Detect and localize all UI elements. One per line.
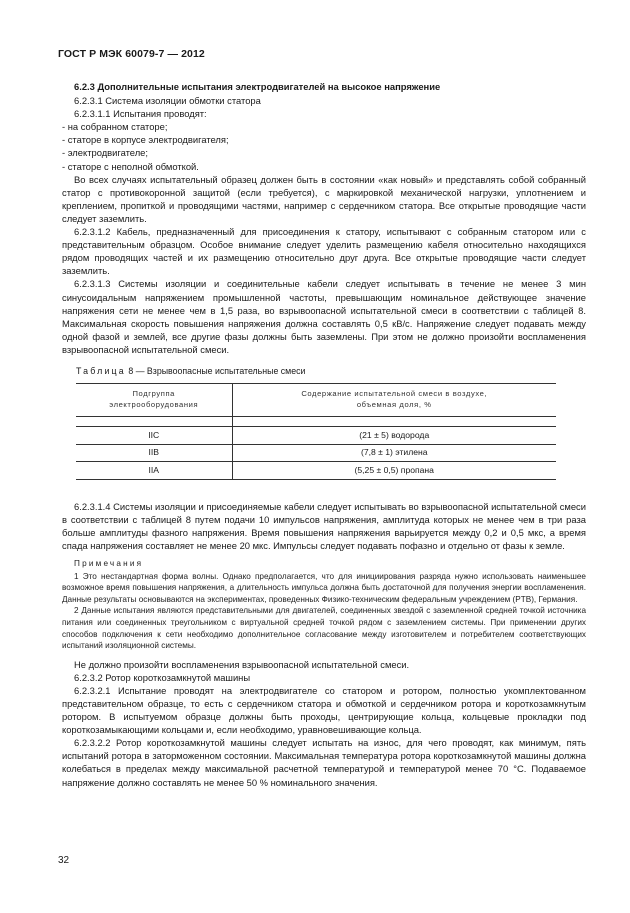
notes-title: Примечания — [74, 558, 144, 568]
paragraph-62311: 6.2.3.1.1 Испытания проводят: — [74, 108, 207, 120]
header-line: объемная доля, % — [356, 400, 432, 410]
header-line: электрооборудования — [109, 400, 199, 410]
list-item: - статоре в корпусе электродвигателя; — [62, 134, 229, 146]
header-line: Подгруппа — [132, 389, 175, 399]
table-row — [76, 444, 556, 462]
notes-block — [62, 558, 586, 652]
table-caption-word: Таблица — [76, 365, 126, 376]
table-cell-mixture: (5,25 ± 0,5) пропана — [232, 462, 556, 480]
table-header-mixture — [232, 384, 556, 417]
list-item: - статоре с неполной обмоткой. — [62, 160, 199, 172]
table-caption — [62, 365, 586, 378]
mixture-table — [76, 383, 556, 480]
table-spacer-row — [76, 417, 556, 427]
list-item: - на собранном статоре; — [62, 121, 168, 133]
header-line: Содержание испытательной смеси в воздухе, — [301, 389, 488, 399]
paragraph-62312: 6.2.3.1.2 Кабель, предназначенный для присоединения к статору, испытывают с собранным статором или с представительным образцом. Особое внимание следует уделить размещению кабеля относительно находящихся рядом проводящих частей и их размещению относительно друг друга. Все открытые проводящие части следует заземлить. — [62, 226, 586, 277]
paragraph-62322: 6.2.3.2.2 Ротор короткозамкнутой машины следует испытать на износ, для чего проводят, как минимум, пять испытаний ротора в заторможенном состоянии. Максимальная температура ротора короткозамкнутой машины должна колебаться в пределах между максимальной расчетной температурой и температурой менее 70 °С. Подаваемое напряжение должно составлять не менее 50 % номинального значения. — [62, 737, 586, 788]
table-cell-group: IIC — [76, 427, 232, 445]
paragraph-all-cases: Во всех случаях испытательный образец должен быть в состоянии «как новый» и представлять собой собранный статор с противокоронной защитой (если требуется), с маркировкой механической нагрузки, уплотнением и креплением, пропиткой и проводящими частями, например с сердечником статора. Все открытые проводящие части следует заземлить. — [62, 173, 586, 224]
document-header: ГОСТ Р МЭК 60079-7 — 2012 — [58, 48, 205, 60]
table-caption-text: 8 — Взрывоопасные испытательные смеси — [128, 365, 306, 376]
section-heading: 6.2.3 Дополнительные испытания электродвигателей на высокое напряжение — [74, 81, 441, 92]
page-number: 32 — [58, 855, 70, 866]
spacer — [62, 480, 586, 500]
table-cell-group: IIA — [76, 462, 232, 480]
table-cell-mixture: (7,8 ± 1) этилена — [232, 444, 556, 462]
note-1: 1 Это нестандартная форма волны. Однако предполагается, что для инициирования разряда нужно использовать наименьшее возможное время повышения напряжения, а длительность импульса должна быть достаточной для получения энергии воспламенения. Данные результаты основываются на экспериментах, проведенных Физико-техническим федеральным учреждением (PTB), Германия. — [62, 571, 586, 604]
paragraph-62313: 6.2.3.1.3 Системы изоляции и соединительные кабели следует испытывать в течение не менее 3 мин синусоидальным напряжением промышленной частоты, превышающим номинальное действующее значение напряжения сети не менее чем в 1,5 раза, во взрывоопасной испытательной смеси в соответствии с таблицей 8. Максимальная скорость повышения напряжения должна составлять 0,5 кВ/с. Напряжение следует подавать между одной фазой и землей, все другие фазы должны быть заземлены. При этом не должно произойти воспламенения взрывоопасной испытательной смеси. — [62, 278, 586, 355]
table-cell-group: IIB — [76, 444, 232, 462]
table-cell-mixture: (21 ± 5) водорода — [232, 427, 556, 445]
note-2: 2 Данные испытания являются представительными для двигателей, соединенных звездой с заземленной средней точкой источника питания или соединенных треугольником с виртуальной средней точкой рядом с заземлением системы. При применении других способов подключения к сети необходимо дополнительное согласование между изготовителем и потребителем соответствующих испытаний изоляционной системы. — [62, 606, 586, 651]
table-header-group — [76, 384, 232, 417]
table-row — [76, 427, 556, 445]
page-body — [62, 80, 586, 789]
paragraph-6232: 6.2.3.2 Ротор короткозамкнутой машины — [74, 671, 251, 683]
list-item: - электродвигателе; — [62, 147, 148, 159]
paragraph-no-ignition: Не должно произойти воспламенения взрывоопасной испытательной смеси. — [74, 658, 410, 670]
paragraph-62321: 6.2.3.2.1 Испытание проводят на электродвигателе со статором и ротором, полностью укомплектованном представительном образце, то есть с сердечником статора и обмоткой и сердечником ротора и короткозамкнутым ротором. В испытуемом образце должны быть проходы, центрирующие кольца, кольцевые прокладки под короткозамыкающими кольцами и, если необходимо, уравновешивающие кольца. — [62, 684, 586, 736]
paragraph-62314: 6.2.3.1.4 Системы изоляции и присоединяемые кабели следует испытывать во взрывоопасной испытательной смеси в соответствии с таблицей 8 путем подачи 10 импульсов напряжения, амплитуда которых не менее чем в три раза больше амплитуды фазного напряжения. Время повышения напряжения варьируется между 0,2 и 0,5 мкс, а время спада напряжения составляет не менее 20 мкс. Импульсы следует подавать пофазно и отдельно от фазы к земле. — [62, 500, 586, 551]
paragraph-6231: 6.2.3.1 Система изоляции обмотки статора — [74, 95, 261, 107]
table-row — [76, 462, 556, 480]
table-header-row — [76, 384, 556, 417]
